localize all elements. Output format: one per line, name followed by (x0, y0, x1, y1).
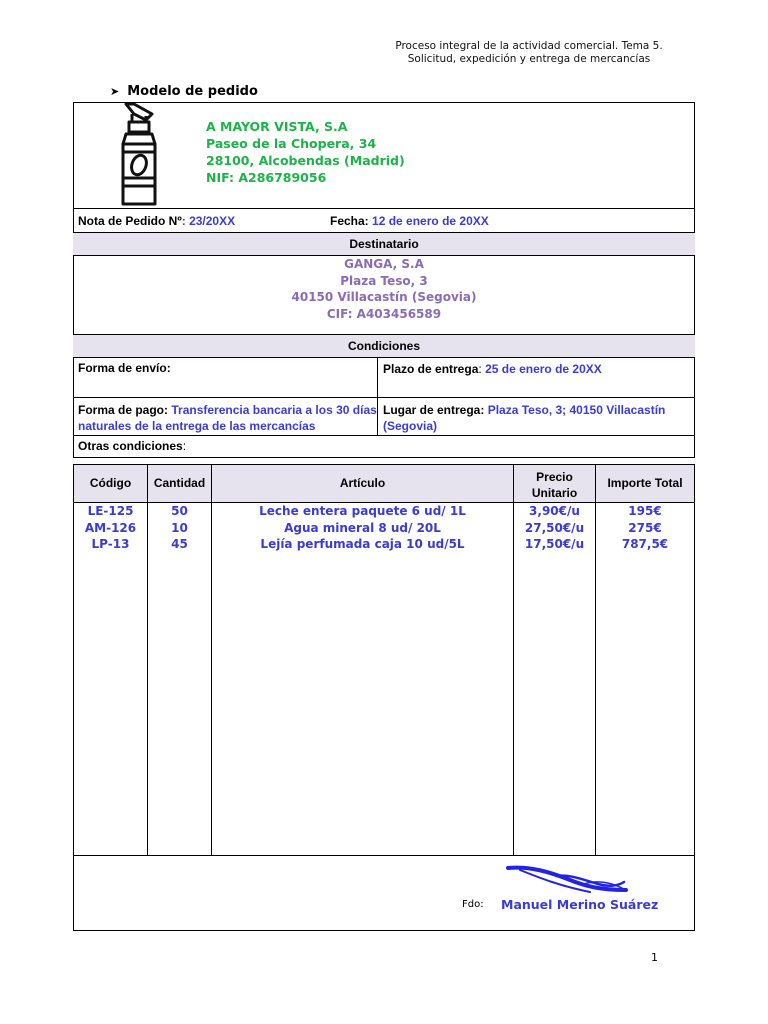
row-quantity: 45 (171, 537, 188, 551)
payment-method-value-1: Transferencia bancaria a los 30 días (171, 403, 377, 417)
row-code: LE-125 (87, 504, 134, 518)
recipient-cif: CIF: A403456589 (326, 306, 442, 321)
divider (73, 435, 695, 436)
delivery-deadline: Plazo de entrega: 25 de enero de 20XX (383, 362, 602, 376)
section-title (110, 84, 258, 99)
row-quantity: 50 (171, 504, 188, 518)
unit-price-column (514, 503, 595, 553)
header-total: Importe Total (607, 476, 683, 490)
row-code: AM-126 (84, 520, 137, 535)
total-column (596, 503, 694, 553)
conditions-heading: Condiciones (347, 339, 420, 353)
header-unit-price (514, 469, 595, 501)
sender-name: A MAYOR VISTA, S.A (206, 119, 348, 134)
shipping-method-label: Forma de envío: (78, 361, 171, 375)
order-number-value: 23/20XX (189, 214, 236, 228)
row-total: 787,5€ (621, 537, 669, 551)
recipient-street: Plaza Teso, 3 (340, 273, 428, 288)
payment-method-value-2: naturales de la entrega de las mercancías (78, 419, 316, 433)
order-date (330, 213, 489, 229)
row-unit-price: 27,50€/u (524, 520, 585, 535)
section-title-text: Modelo de pedido (127, 84, 258, 99)
order-number-label: Nota de Pedido Nº (78, 214, 182, 228)
delivery-place-value-1: Plaza Teso, 3; 40150 Villacastín (487, 403, 666, 417)
row-article: Lejía perfumada caja 10 ud/5L (260, 537, 465, 551)
header-note: Proceso integral de la actividad comercial. Tema 5. Solicitud, expedición y entrega de mercancías (395, 40, 663, 65)
order-date-value: 12 de enero de 20XX (372, 214, 489, 228)
code-column (74, 503, 147, 553)
page-number: 1 (651, 951, 658, 964)
header-quantity: Cantidad (153, 476, 206, 490)
sender-nif: NIF: A286789056 (206, 170, 327, 185)
row-unit-price: 3,90€/u (529, 504, 580, 518)
delivery-place-label: Lugar de entrega: (383, 403, 485, 417)
header-unit-price-line1: Precio (536, 470, 573, 484)
row-code: LP-13 (91, 537, 130, 551)
delivery-deadline-label: Plazo de entrega (383, 362, 479, 376)
divider (73, 397, 695, 398)
recipient-name: GANGA, S.A (344, 257, 424, 271)
order-number: Nota de Pedido Nº: 23/20XX (78, 214, 236, 228)
signature-divider (73, 855, 695, 856)
row-total: 275€ (628, 520, 662, 535)
header-code: Código (89, 476, 132, 490)
sender-city: 28100, Alcobendas (Madrid) (206, 153, 405, 168)
sender-block (206, 118, 405, 186)
recipient-city: 40150 Villacastín (Segovia) (291, 290, 477, 304)
other-conditions-label: Otras condiciones (78, 439, 183, 453)
row-unit-price: 17,50€/u (524, 537, 585, 551)
recipient-heading: Destinatario (349, 237, 419, 251)
quantity-column (148, 503, 211, 553)
divider (73, 208, 695, 209)
payment-method-label: Forma de pago: (78, 403, 169, 417)
order-date-label: Fecha: (330, 214, 369, 228)
row-article: Leche entera paquete 6 ud/ 1L (259, 504, 466, 518)
header-unit-price-line2: Unitario (531, 486, 578, 500)
signer-name: Manuel Merino Suárez (501, 897, 659, 912)
header-article: Artículo (339, 476, 386, 490)
signature-label: Fdo: (462, 899, 484, 910)
article-column (212, 503, 513, 553)
recipient-block (74, 256, 694, 322)
delivery-place-value-2: (Segovia) (383, 419, 438, 433)
row-article: Agua mineral 8 ud/ 20L (284, 520, 441, 535)
delivery-deadline-value: 25 de enero de 20XX (485, 362, 602, 376)
row-quantity: 10 (171, 520, 188, 535)
other-conditions: Otras condiciones: (78, 439, 187, 453)
delivery-place (383, 402, 693, 434)
row-total: 195€ (628, 504, 662, 518)
payment-method (78, 402, 378, 434)
sender-street: Paseo de la Chopera, 34 (206, 136, 377, 151)
arrow-bullet-icon: ➤ (110, 85, 120, 98)
bleach-bottle-icon (112, 100, 164, 210)
handwritten-signature (500, 862, 635, 902)
